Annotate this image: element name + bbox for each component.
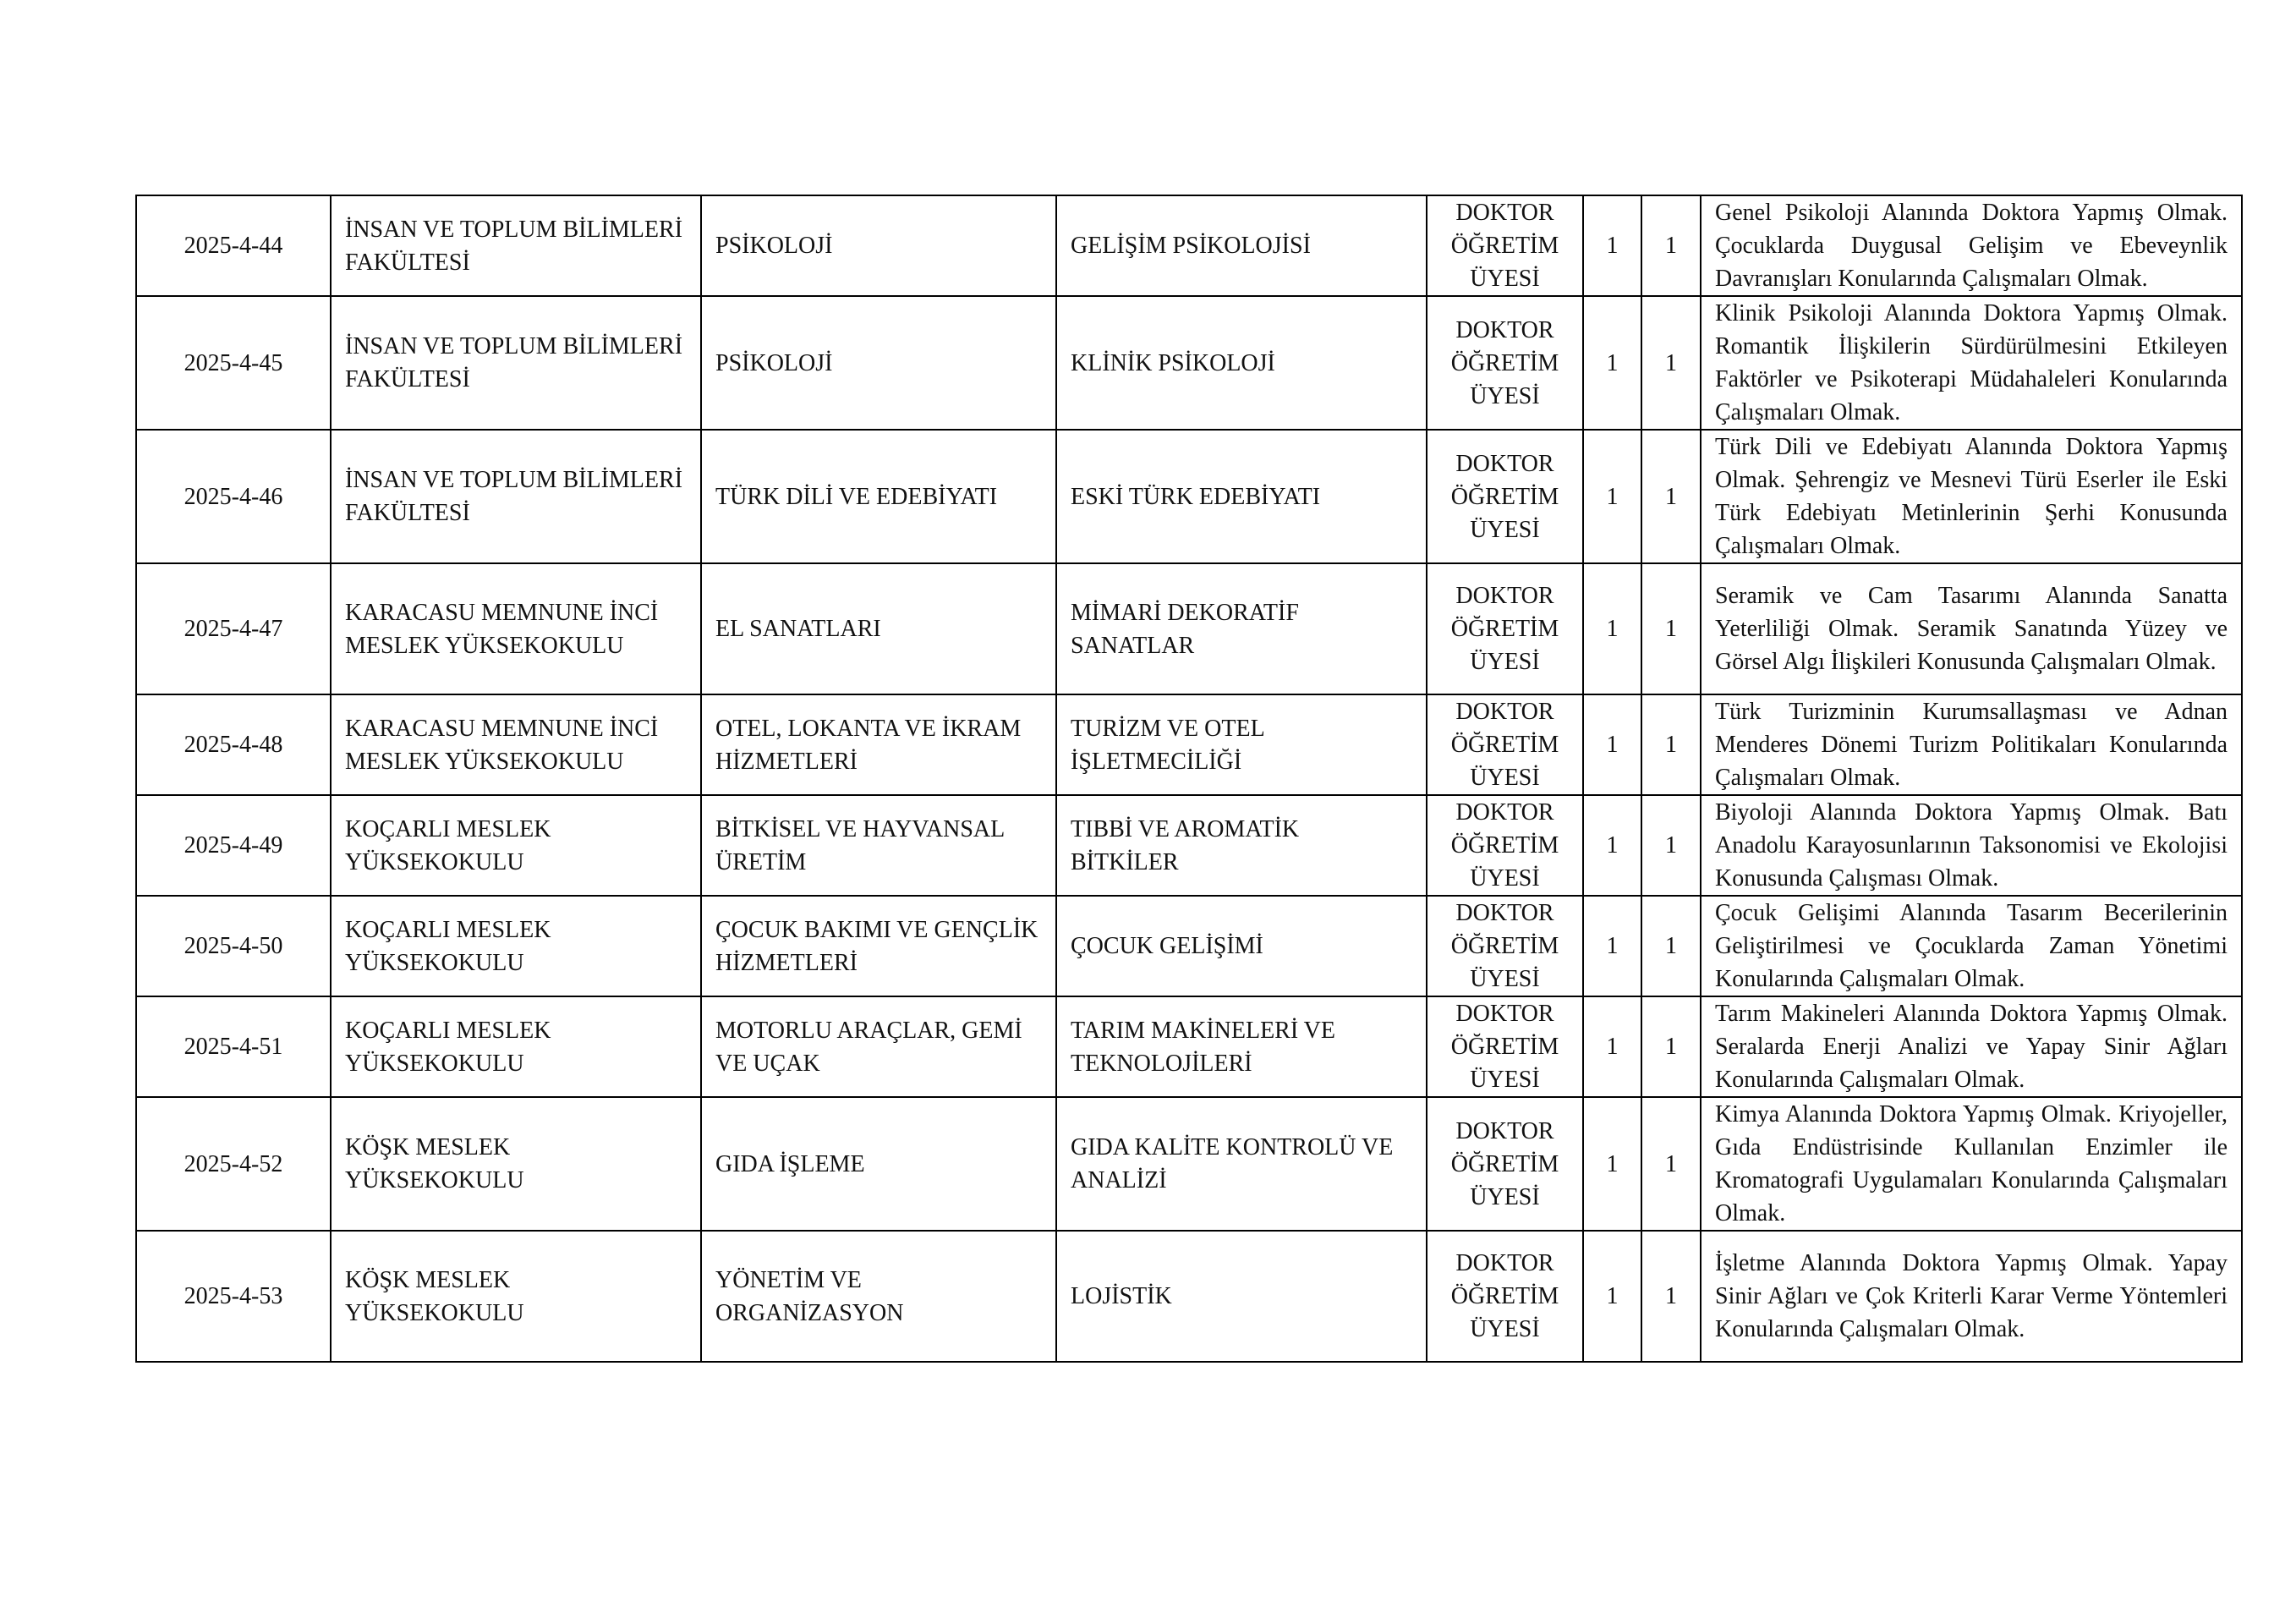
count-2: 1 <box>1641 195 1701 296</box>
subfield: ESKİ TÜRK EDEBİYATI <box>1056 430 1427 563</box>
academic-title: DOKTOR ÖĞRETİM ÜYESİ <box>1427 195 1583 296</box>
academic-unit: KÖŞK MESLEK YÜKSEKOKULU <box>331 1231 701 1362</box>
count-2: 1 <box>1641 430 1701 563</box>
table-row <box>136 996 2242 1097</box>
table-row <box>136 430 2242 563</box>
posting-number: 2025-4-45 <box>136 296 331 430</box>
academic-title: DOKTOR ÖĞRETİM ÜYESİ <box>1427 1231 1583 1362</box>
count-1: 1 <box>1583 896 1641 996</box>
requirements: Çocuk Gelişimi Alanında Tasarım Becerilerinin Geliştirilmesi ve Çocuklarda Zaman Yönetimi Konularında Çalışmaları Olmak. <box>1701 896 2242 996</box>
academic-unit: İNSAN VE TOPLUM BİLİMLERİ FAKÜLTESİ <box>331 296 701 430</box>
count-1: 1 <box>1583 563 1641 694</box>
count-1: 1 <box>1583 1231 1641 1362</box>
count-2: 1 <box>1641 996 1701 1097</box>
requirements: Kimya Alanında Doktora Yapmış Olmak. Kriyojeller, Gıda Endüstrisinde Kullanılan Enzimler ile Kromatografi Uygulamaları Konularında Çalışmaları Olmak. <box>1701 1097 2242 1231</box>
count-1: 1 <box>1583 996 1641 1097</box>
academic-title: DOKTOR ÖĞRETİM ÜYESİ <box>1427 1097 1583 1231</box>
requirements: Biyoloji Alanında Doktora Yapmış Olmak. Batı Anadolu Karayosunlarının Taksonomisi ve Ekolojisi Konusunda Çalışması Olmak. <box>1701 795 2242 896</box>
requirements: Klinik Psikoloji Alanında Doktora Yapmış Olmak. Romantik İlişkilerin Sürdürülmesini Etkileyen Faktörler ve Psikoterapi Müdahaleleri Konularında Çalışmaları Olmak. <box>1701 296 2242 430</box>
academic-title: DOKTOR ÖĞRETİM ÜYESİ <box>1427 296 1583 430</box>
academic-title: DOKTOR ÖĞRETİM ÜYESİ <box>1427 795 1583 896</box>
department: EL SANATLARI <box>701 563 1056 694</box>
requirements: İşletme Alanında Doktora Yapmış Olmak. Yapay Sinir Ağları ve Çok Kriterli Karar Verme Yöntemleri Konularında Çalışmaları Olmak. <box>1701 1231 2242 1362</box>
subfield: GIDA KALİTE KONTROLÜ VE ANALİZİ <box>1056 1097 1427 1231</box>
department: OTEL, LOKANTA VE İKRAM HİZMETLERİ <box>701 694 1056 795</box>
posting-number: 2025-4-52 <box>136 1097 331 1231</box>
count-1: 1 <box>1583 430 1641 563</box>
posting-number: 2025-4-46 <box>136 430 331 563</box>
posting-number: 2025-4-51 <box>136 996 331 1097</box>
requirements: Genel Psikoloji Alanında Doktora Yapmış Olmak. Çocuklarda Duygusal Gelişim ve Ebeveynlik Davranışları Konularında Çalışmaları Olmak. <box>1701 195 2242 296</box>
department: PSİKOLOJİ <box>701 296 1056 430</box>
requirements: Türk Turizminin Kurumsallaşması ve Adnan Menderes Dönemi Turizm Politikaları Konularında Çalışmaları Olmak. <box>1701 694 2242 795</box>
subfield: TURİZM VE OTEL İŞLETMECİLİĞİ <box>1056 694 1427 795</box>
subfield: TARIM MAKİNELERİ VE TEKNOLOJİLERİ <box>1056 996 1427 1097</box>
subfield: ÇOCUK GELİŞİMİ <box>1056 896 1427 996</box>
department: YÖNETİM VE ORGANİZASYON <box>701 1231 1056 1362</box>
table-row <box>136 1231 2242 1362</box>
academic-title: DOKTOR ÖĞRETİM ÜYESİ <box>1427 430 1583 563</box>
posting-number: 2025-4-44 <box>136 195 331 296</box>
table-row <box>136 1097 2242 1231</box>
subfield: MİMARİ DEKORATİF SANATLAR <box>1056 563 1427 694</box>
academic-title: DOKTOR ÖĞRETİM ÜYESİ <box>1427 896 1583 996</box>
count-2: 1 <box>1641 694 1701 795</box>
requirements: Türk Dili ve Edebiyatı Alanında Doktora Yapmış Olmak. Şehrengiz ve Mesnevi Türü Eserler ile Eski Türk Edebiyatı Metinlerinin Şerhi Konusunda Çalışmaları Olmak. <box>1701 430 2242 563</box>
table-row <box>136 896 2242 996</box>
posting-number: 2025-4-48 <box>136 694 331 795</box>
academic-unit: KOÇARLI MESLEK YÜKSEKOKULU <box>331 996 701 1097</box>
table-row <box>136 296 2242 430</box>
department: ÇOCUK BAKIMI VE GENÇLİK HİZMETLERİ <box>701 896 1056 996</box>
academic-unit: KOÇARLI MESLEK YÜKSEKOKULU <box>331 795 701 896</box>
count-2: 1 <box>1641 1097 1701 1231</box>
subfield: TIBBİ VE AROMATİK BİTKİLER <box>1056 795 1427 896</box>
academic-unit: KOÇARLI MESLEK YÜKSEKOKULU <box>331 896 701 996</box>
academic-title: DOKTOR ÖĞRETİM ÜYESİ <box>1427 694 1583 795</box>
subfield: LOJİSTİK <box>1056 1231 1427 1362</box>
requirements: Seramik ve Cam Tasarımı Alanında Sanatta Yeterliliği Olmak. Seramik Sanatında Yüzey ve Görsel Algı İlişkileri Konusunda Çalışmaları Olmak. <box>1701 563 2242 694</box>
table-row <box>136 195 2242 296</box>
posting-number: 2025-4-49 <box>136 795 331 896</box>
count-1: 1 <box>1583 694 1641 795</box>
subfield: KLİNİK PSİKOLOJİ <box>1056 296 1427 430</box>
count-1: 1 <box>1583 195 1641 296</box>
subfield: GELİŞİM PSİKOLOJİSİ <box>1056 195 1427 296</box>
count-2: 1 <box>1641 896 1701 996</box>
count-1: 1 <box>1583 795 1641 896</box>
academic-unit: KARACASU MEMNUNE İNCİ MESLEK YÜKSEKOKULU <box>331 563 701 694</box>
count-1: 1 <box>1583 296 1641 430</box>
department: PSİKOLOJİ <box>701 195 1056 296</box>
count-1: 1 <box>1583 1097 1641 1231</box>
table-row <box>136 694 2242 795</box>
department: GIDA İŞLEME <box>701 1097 1056 1231</box>
academic-title: DOKTOR ÖĞRETİM ÜYESİ <box>1427 563 1583 694</box>
count-2: 1 <box>1641 563 1701 694</box>
count-2: 1 <box>1641 795 1701 896</box>
posting-number: 2025-4-50 <box>136 896 331 996</box>
count-2: 1 <box>1641 1231 1701 1362</box>
department: MOTORLU ARAÇLAR, GEMİ VE UÇAK <box>701 996 1056 1097</box>
requirements: Tarım Makineleri Alanında Doktora Yapmış Olmak. Seralarda Enerji Analizi ve Yapay Sinir Ağları Konularında Çalışmaları Olmak. <box>1701 996 2242 1097</box>
posting-number: 2025-4-53 <box>136 1231 331 1362</box>
academic-unit: İNSAN VE TOPLUM BİLİMLERİ FAKÜLTESİ <box>331 195 701 296</box>
department: TÜRK DİLİ VE EDEBİYATI <box>701 430 1056 563</box>
table-row <box>136 795 2242 896</box>
table-row <box>136 563 2242 694</box>
position-table <box>135 195 2243 1363</box>
posting-number: 2025-4-47 <box>136 563 331 694</box>
academic-unit: KARACASU MEMNUNE İNCİ MESLEK YÜKSEKOKULU <box>331 694 701 795</box>
department: BİTKİSEL VE HAYVANSAL ÜRETİM <box>701 795 1056 896</box>
academic-title: DOKTOR ÖĞRETİM ÜYESİ <box>1427 996 1583 1097</box>
academic-unit: İNSAN VE TOPLUM BİLİMLERİ FAKÜLTESİ <box>331 430 701 563</box>
academic-unit: KÖŞK MESLEK YÜKSEKOKULU <box>331 1097 701 1231</box>
count-2: 1 <box>1641 296 1701 430</box>
